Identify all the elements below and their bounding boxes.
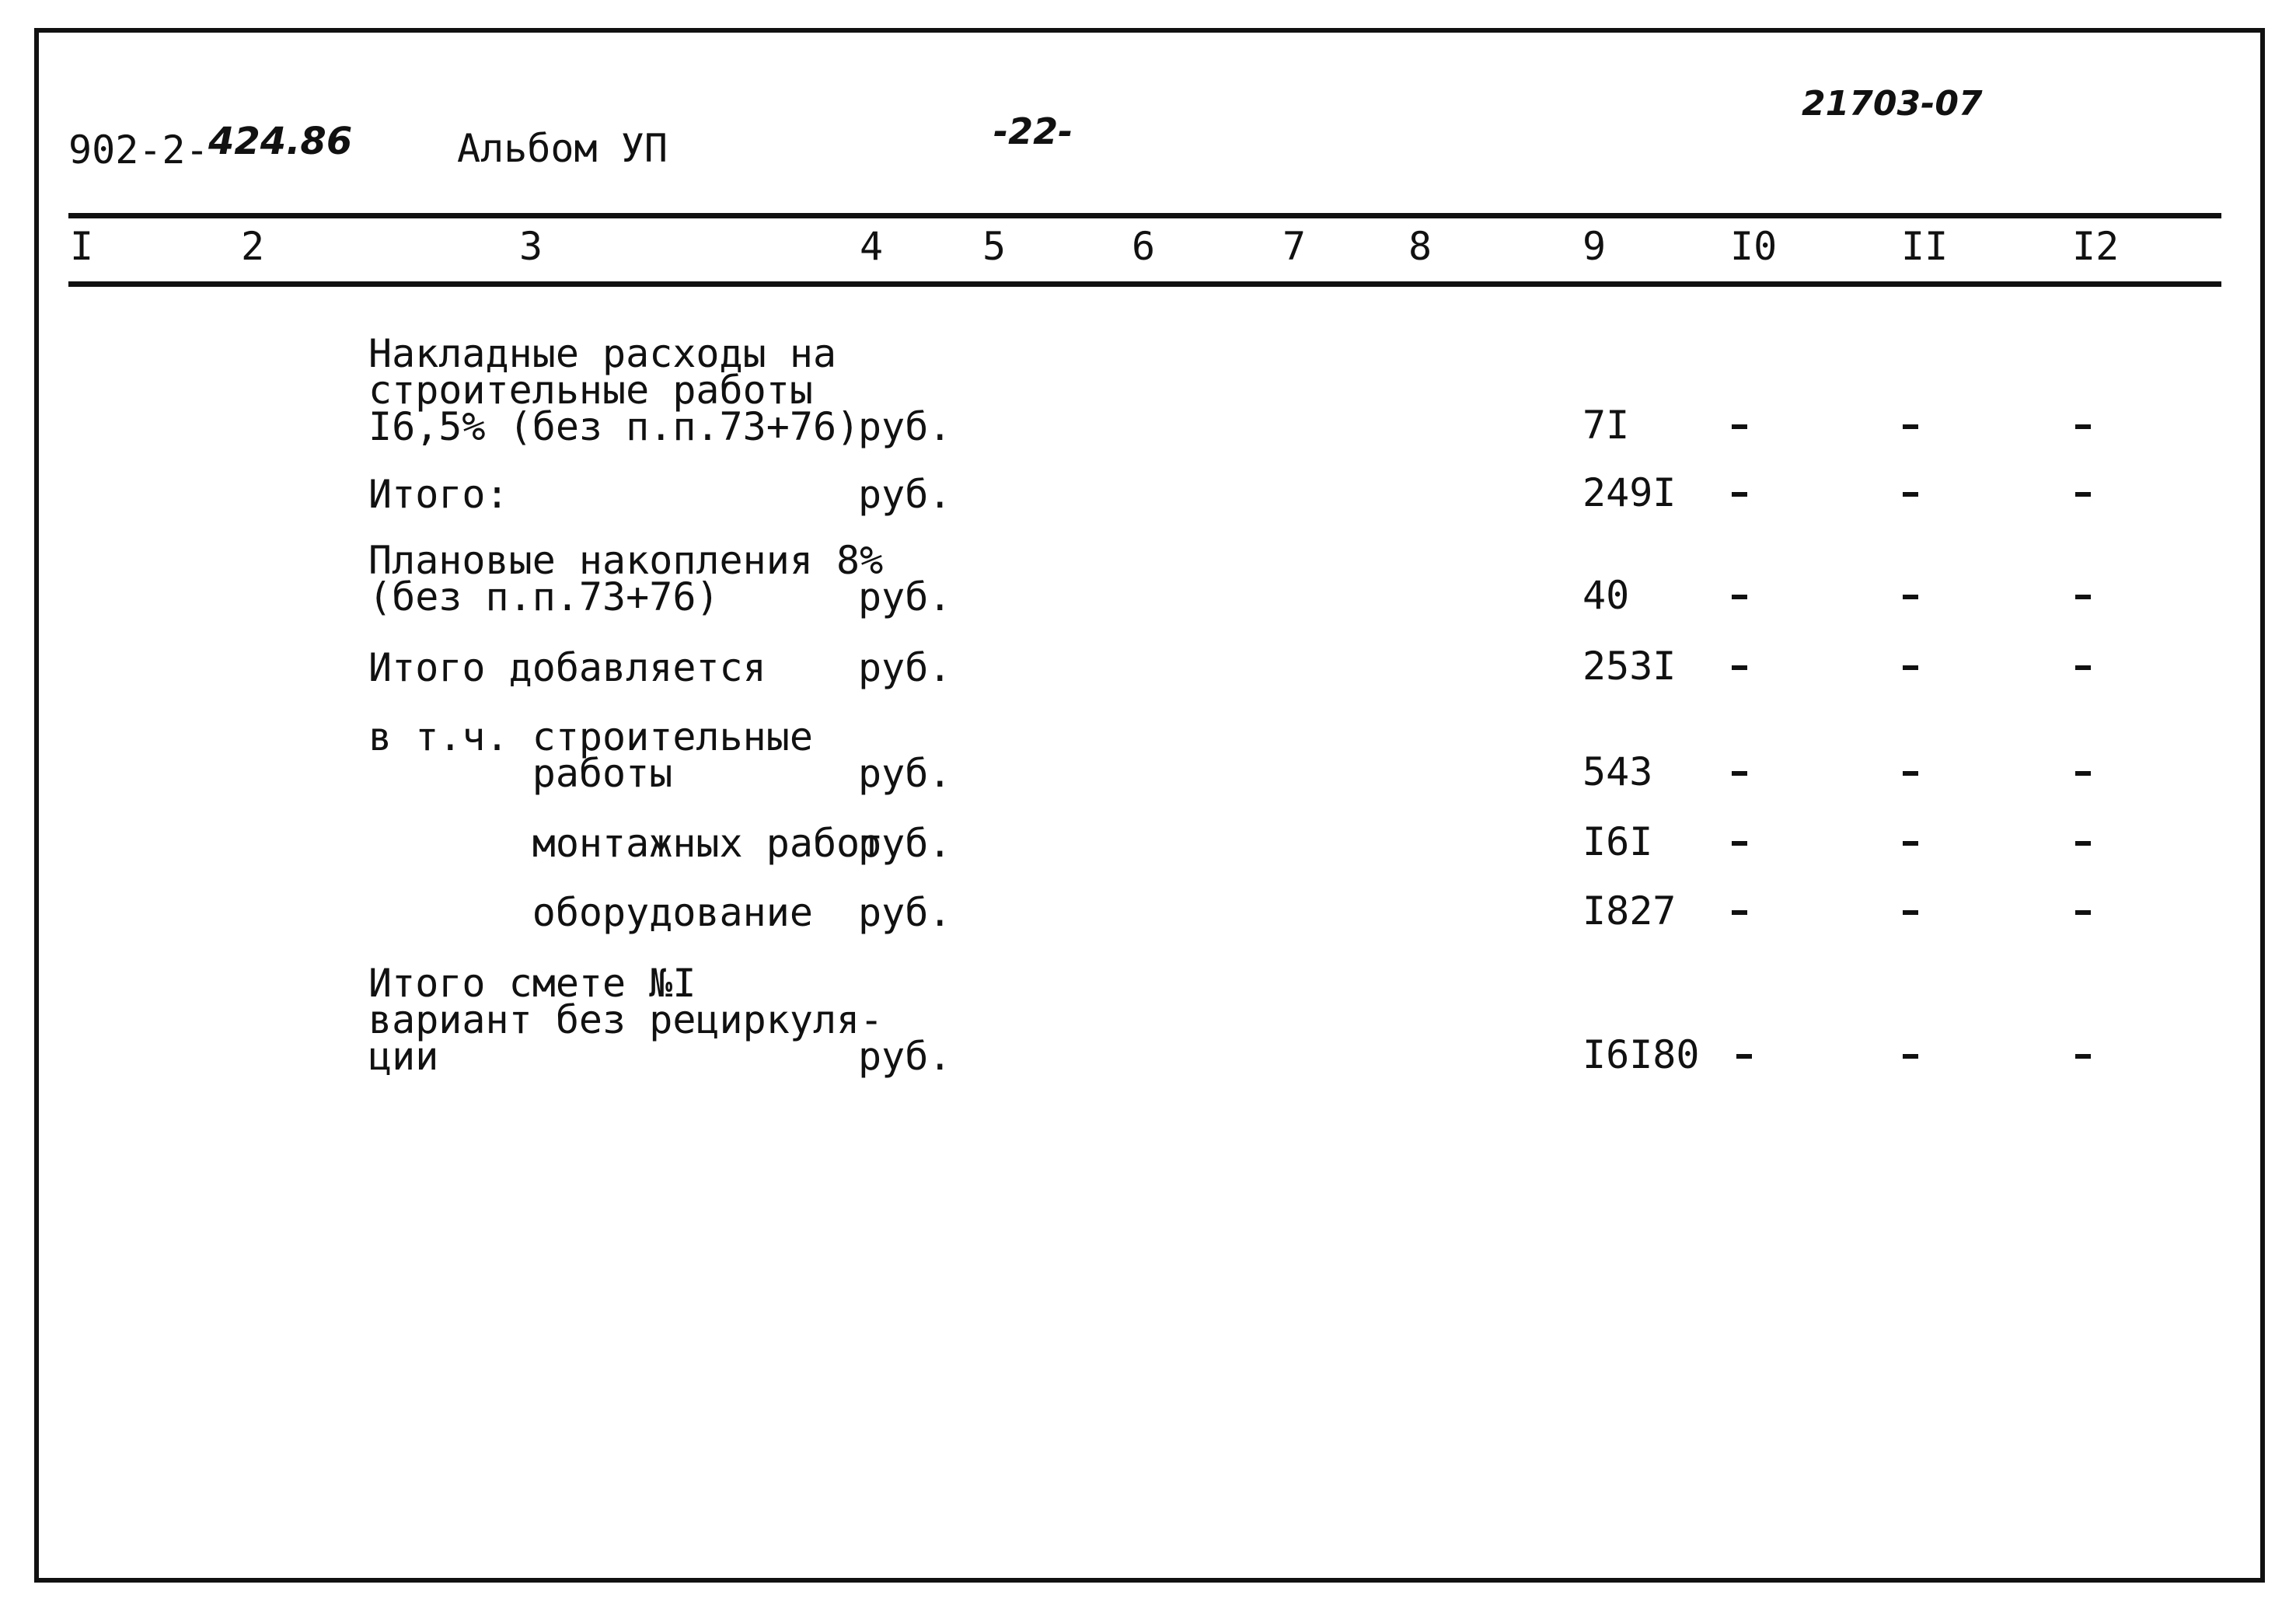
row-value-col11 (1903, 771, 1918, 776)
col-header-8: 8 (1408, 224, 1432, 269)
doc-prefix: 902-2- (68, 127, 209, 173)
col-header-4: 4 (860, 224, 884, 269)
col-header-1: I (70, 224, 94, 269)
row-value-col11 (1903, 841, 1918, 846)
row-value-col10 (1732, 595, 1747, 599)
row-desc-line: ции (368, 1034, 439, 1079)
row-value-col11 (1903, 665, 1918, 670)
row-unit: руб. (858, 404, 952, 449)
row-desc-line: работы (368, 751, 673, 796)
row-value-col12 (2075, 910, 2091, 915)
row-desc-line: вариант без рециркуля- (368, 997, 884, 1042)
row-value-col12 (2075, 841, 2091, 846)
row-value-col9: 249I (1582, 470, 1677, 515)
row-value-col10 (1732, 424, 1747, 429)
row-value-col11 (1903, 492, 1918, 497)
row-unit: руб. (858, 890, 952, 935)
row-value-col11 (1903, 910, 1918, 915)
row-desc-line: I6,5% (без п.п.73+76) (368, 404, 860, 449)
row-unit: руб. (858, 472, 952, 517)
row-value-col10 (1736, 1054, 1752, 1059)
row-desc-line: оборудование (368, 890, 813, 935)
row-unit: руб. (858, 751, 952, 796)
row-value-col12 (2075, 492, 2091, 497)
col-header-10: I0 (1730, 224, 1778, 269)
row-value-col9: 253I (1582, 644, 1677, 689)
row-value-col10 (1732, 492, 1747, 497)
row-value-col9: 543 (1582, 749, 1653, 794)
col-header-7: 7 (1282, 224, 1307, 269)
row-value-col9: 7I (1582, 403, 1630, 448)
row-value-col11 (1903, 424, 1918, 429)
row-desc-line: Итого добавляется (368, 645, 766, 690)
col-header-2: 2 (241, 224, 265, 269)
row-value-col10 (1732, 771, 1747, 776)
col-header-3: 3 (519, 224, 543, 269)
row-value-col12 (2075, 595, 2091, 599)
col-header-12: I2 (2072, 224, 2120, 269)
row-desc-line: Плановые накопления 8% (368, 538, 884, 583)
row-desc-line: Итого: (368, 472, 509, 517)
row-value-col9: 40 (1582, 573, 1630, 618)
row-value-col9: I827 (1582, 888, 1677, 934)
row-value-col12 (2075, 424, 2091, 429)
row-desc-line: Накладные расходы на (368, 331, 837, 376)
row-value-col11 (1903, 595, 1918, 599)
row-value-col10 (1732, 665, 1747, 670)
row-value-col9: I6I80 (1582, 1032, 1700, 1077)
header-rule-top (68, 213, 2221, 218)
row-value-col12 (2075, 771, 2091, 776)
col-header-6: 6 (1132, 224, 1156, 269)
row-desc-line: строительные работы (368, 368, 813, 413)
row-value-col11 (1903, 1054, 1918, 1059)
doc-number: 424.86 (208, 120, 353, 163)
col-header-11: II (1901, 224, 1949, 269)
row-value-col12 (2075, 665, 2091, 670)
row-value-col9: I6I (1582, 819, 1653, 864)
row-value-col12 (2075, 1054, 2091, 1059)
header-rule-bottom (68, 281, 2221, 287)
col-header-5: 5 (982, 224, 1007, 269)
row-unit: руб. (858, 821, 952, 866)
row-value-col10 (1732, 841, 1747, 846)
row-desc-line: монтажных работ (368, 821, 884, 866)
row-unit: руб. (858, 1034, 952, 1079)
album-label: Альбом УП (457, 126, 668, 171)
row-unit: руб. (858, 574, 952, 620)
page-number: -22- (993, 110, 1073, 152)
doc-stamp: 21703-07 (1802, 84, 1983, 124)
row-desc-line: в т.ч. строительные (368, 714, 813, 759)
row-desc-line: Итого смете №I (368, 961, 696, 1006)
row-desc-line: (без п.п.73+76) (368, 574, 720, 620)
col-header-9: 9 (1582, 224, 1607, 269)
row-unit: руб. (858, 645, 952, 690)
row-value-col10 (1732, 910, 1747, 915)
